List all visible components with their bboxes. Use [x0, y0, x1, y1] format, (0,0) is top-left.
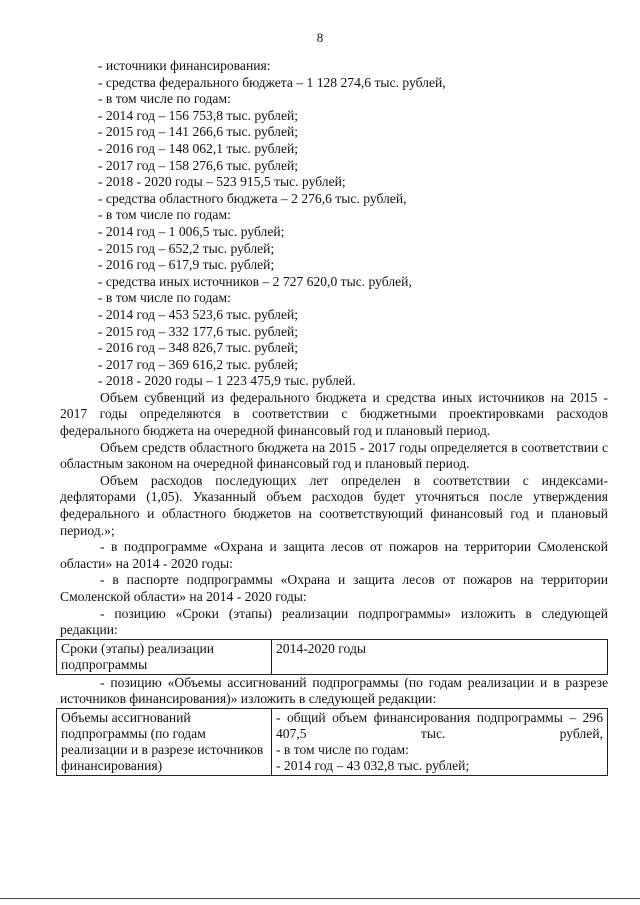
- list-item: - 2017 год – 369 616,2 тыс. рублей;: [98, 356, 299, 372]
- paragraph-subventions: Объем субвенций из федерального бюджета и средства иных источников на 2015 - 2017 годы определяются в соответствии с бюджетными проектировками расходов федерального бюджета на очередной финансовый год и плановый период.: [60, 389, 608, 439]
- terms-value-cell: 2014-2020 годы: [272, 639, 608, 674]
- paragraph-regional-budget: Объем средств областного бюджета на 2015 - 2017 годы определяется в соответствии с областным законом на очередной финансовый год и плановый период.: [60, 439, 608, 472]
- terms-table: [56, 639, 608, 675]
- list-item: - в том числе по годам:: [98, 91, 231, 107]
- list-item: - средства федерального бюджета – 1 128 274,6 тыс. рублей,: [98, 74, 446, 90]
- list-item: - источники финансирования:: [98, 58, 271, 73]
- allocations-label-cell: Объемы ассигнований подпрограммы (по годам реализации и в разрезе источников финансирования): [57, 708, 272, 775]
- list-item: - 2018 - 2020 годы – 1 223 475,9 тыс. рублей.: [98, 373, 356, 389]
- allocations-line: - 2014 год – 43 032,8 тыс. рублей;: [276, 757, 470, 773]
- list-item: - 2014 год – 453 523,6 тыс. рублей;: [98, 306, 299, 322]
- list-item: - в том числе по годам:: [98, 290, 231, 306]
- allocations-line: - общий объем финансирования подпрограммы – 296 407,5 тыс. рублей,: [276, 709, 603, 741]
- table-row: [57, 708, 608, 775]
- list-item: - 2016 год – 348 826,7 тыс. рублей;: [98, 340, 299, 356]
- bottom-rule: [0, 898, 640, 899]
- paragraph-position-terms: - позицию «Сроки (этапы) реализации подпрограммы» изложить в следующей редакции:: [60, 605, 608, 638]
- table-row: [57, 639, 608, 674]
- list-item: - 2015 год – 652,2 тыс. рублей;: [98, 240, 275, 256]
- list-item: - 2015 год – 332 177,6 тыс. рублей;: [98, 323, 299, 339]
- allocations-value-cell: [272, 708, 608, 775]
- list-item: - средства иных источников – 2 727 620,0 тыс. рублей,: [98, 273, 412, 289]
- list-item: - средства областного бюджета – 2 276,6 тыс. рублей,: [98, 190, 407, 206]
- paragraph-position-allocations: - позицию «Объемы ассигнований подпрограммы (по годам реализации и в разрезе источников финансирования)» изложить в следующей редакции:: [60, 674, 608, 707]
- list-item: - в том числе по годам:: [98, 207, 231, 223]
- list-item: - 2016 год – 617,9 тыс. рублей;: [98, 257, 275, 273]
- document-body: [60, 58, 608, 776]
- paragraph-passport: - в паспорте подпрограммы «Охрана и защита лесов от пожаров на территории Смоленской области» на 2014 - 2020 годы:: [60, 572, 608, 604]
- allocations-table: [56, 708, 608, 776]
- list-item: - 2016 год – 148 062,1 тыс. рублей;: [98, 140, 299, 156]
- page-number: 8: [316, 30, 324, 45]
- paragraph-deflators: Объем расходов последующих лет определен в соответствии с индексами-дефляторами (1,05). Указанный объем расходов будет уточняться после утверждения федерального и областного бюджетов на соответствующий финансовый год и плановый период.»;: [60, 472, 608, 538]
- financing-list: [60, 58, 608, 390]
- list-item: - 2014 год – 1 006,5 тыс. рублей;: [98, 223, 285, 239]
- paragraph-subprogram: - в подпрограмме «Охрана и защита лесов от пожаров на территории Смоленской области» на 2014 - 2020 годы:: [60, 539, 608, 571]
- list-item: - 2017 год – 158 276,6 тыс. рублей;: [98, 157, 299, 173]
- list-item: - 2015 год – 141 266,6 тыс. рублей;: [98, 124, 299, 140]
- allocations-line: - в том числе по годам:: [276, 741, 409, 757]
- list-item: - 2018 - 2020 годы – 523 915,5 тыс. рублей;: [98, 174, 346, 190]
- terms-label-cell: Сроки (этапы) реализации подпрограммы: [57, 639, 272, 674]
- list-item: - 2014 год – 156 753,8 тыс. рублей;: [98, 107, 299, 123]
